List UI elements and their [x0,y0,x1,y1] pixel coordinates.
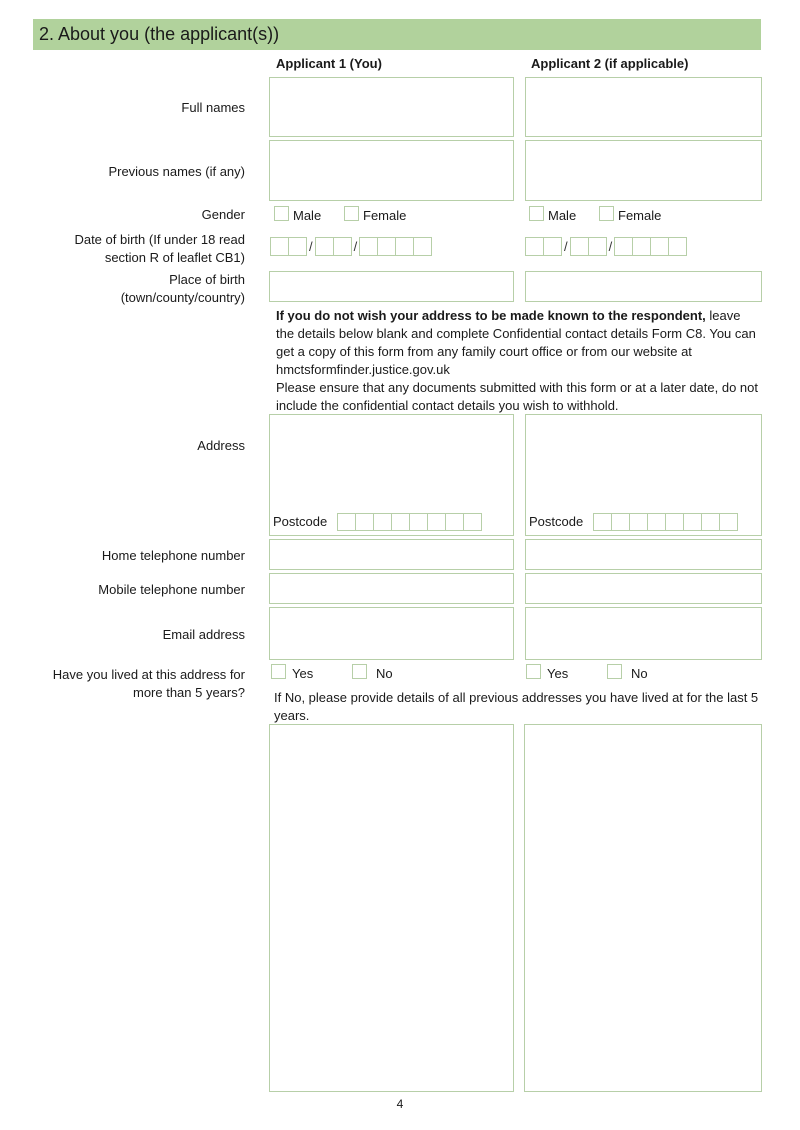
applicant2-female-checkbox[interactable] [599,206,614,221]
dob-label-line1: Date of birth (If under 18 read [74,232,245,247]
applicant1-postcode-input[interactable] [337,513,481,531]
applicant2-yes-checkbox[interactable] [526,664,541,679]
dob-label [74,231,245,267]
applicant1-home-phone-input[interactable] [269,539,514,570]
gender-label: Gender [201,207,245,222]
applicant2-full-names-input[interactable] [525,77,762,137]
applicant2-mobile-phone-input[interactable] [525,573,762,604]
address-label: Address [197,438,245,453]
confidential-note-bold: If you do not wish your address to be made known to the respondent, [276,308,706,323]
pob-label-line1: Place of birth [169,272,245,287]
dob-day-cell[interactable] [288,237,307,256]
applicant2-email-input[interactable] [525,607,762,660]
dob-month-cell[interactable] [333,237,352,256]
previous-names-label: Previous names (if any) [108,164,245,179]
confidential-note-text: leave the details below blank and complete Confidential contact details Form C8. You can get a copy of this form from any family court office or from our website at hmctsformfinder.justice.gov.uk [276,308,756,377]
applicant2-heading: Applicant 2 (if applicable) [531,56,689,71]
applicant2-no-checkbox[interactable] [607,664,622,679]
date-separator: / [309,239,313,254]
dob-day-cell[interactable] [270,237,289,256]
home-phone-label: Home telephone number [101,548,245,563]
applicant2-male-label: Male [548,208,577,223]
applicant2-yes-label: Yes [547,666,569,681]
date-separator: / [608,239,613,254]
applicant1-full-names-input[interactable] [269,77,514,137]
lived-label-line1: Have you lived at this address for [52,667,245,682]
postcode-label: Postcode [273,514,328,529]
applicant1-yes-label: Yes [292,666,314,681]
applicant2-pob-input[interactable] [525,271,762,302]
dob-year-cell[interactable] [395,237,414,256]
applicant2-address-input[interactable] [525,414,762,536]
email-label: Email address [162,627,245,642]
confidential-note-warning: Please ensure that any documents submitted with this form or at a later date, do not include the confidential contact details you wish to withhold. [276,380,758,413]
applicant1-heading: Applicant 1 (You) [276,56,382,71]
applicant1-address-input[interactable] [269,414,514,536]
applicant2-postcode-input[interactable] [593,513,737,531]
date-separator: / [564,239,568,254]
applicant2-dob-field[interactable] [525,237,687,256]
dob-year-cell[interactable] [632,237,651,256]
dob-day-cell[interactable] [525,237,544,256]
applicant2-previous-names-input[interactable] [525,140,762,201]
applicant1-female-label: Female [363,208,407,223]
dob-year-cell[interactable] [650,237,669,256]
dob-month-cell[interactable] [588,237,607,256]
applicant2-female-label: Female [618,208,662,223]
pob-label [121,271,245,307]
applicant1-male-checkbox[interactable] [274,206,289,221]
applicant1-female-checkbox[interactable] [344,206,359,221]
dob-year-cell[interactable] [359,237,378,256]
page-number: 4 [396,1097,404,1111]
dob-day-cell[interactable] [543,237,562,256]
confidential-note [276,307,760,415]
dob-year-cell[interactable] [413,237,432,256]
applicant1-yes-checkbox[interactable] [271,664,286,679]
dob-month-cell[interactable] [570,237,589,256]
applicant2-home-phone-input[interactable] [525,539,762,570]
postcode-label: Postcode [529,514,584,529]
applicant1-male-label: Male [293,208,322,223]
previous-addresses-note: If No, please provide details of all previous addresses you have lived at for the last 5 years. [274,690,759,723]
dob-label-line2: section R of leaflet CB1) [104,250,245,265]
dob-year-cell[interactable] [377,237,396,256]
applicant1-mobile-phone-input[interactable] [269,573,514,604]
date-separator: / [353,239,358,254]
section-header: 2. About you (the applicant(s)) [33,19,761,50]
applicant1-dob-field[interactable] [270,237,432,256]
applicant1-previous-names-input[interactable] [269,140,514,201]
applicant1-no-checkbox[interactable] [352,664,367,679]
applicant2-previous-addresses-input[interactable] [524,724,762,1092]
full-names-label: Full names [181,100,245,115]
applicant1-email-input[interactable] [269,607,514,660]
applicant2-no-label: No [631,666,648,681]
dob-month-cell[interactable] [315,237,334,256]
dob-year-cell[interactable] [614,237,633,256]
applicant1-pob-input[interactable] [269,271,514,302]
pob-label-line2: (town/county/country) [120,290,245,305]
applicant1-previous-addresses-input[interactable] [269,724,514,1092]
dob-year-cell[interactable] [668,237,687,256]
applicant1-no-label: No [376,666,393,681]
lived-5-years-label [53,666,245,702]
applicant2-male-checkbox[interactable] [529,206,544,221]
mobile-phone-label: Mobile telephone number [98,582,245,597]
lived-label-line2: more than 5 years? [132,685,245,700]
